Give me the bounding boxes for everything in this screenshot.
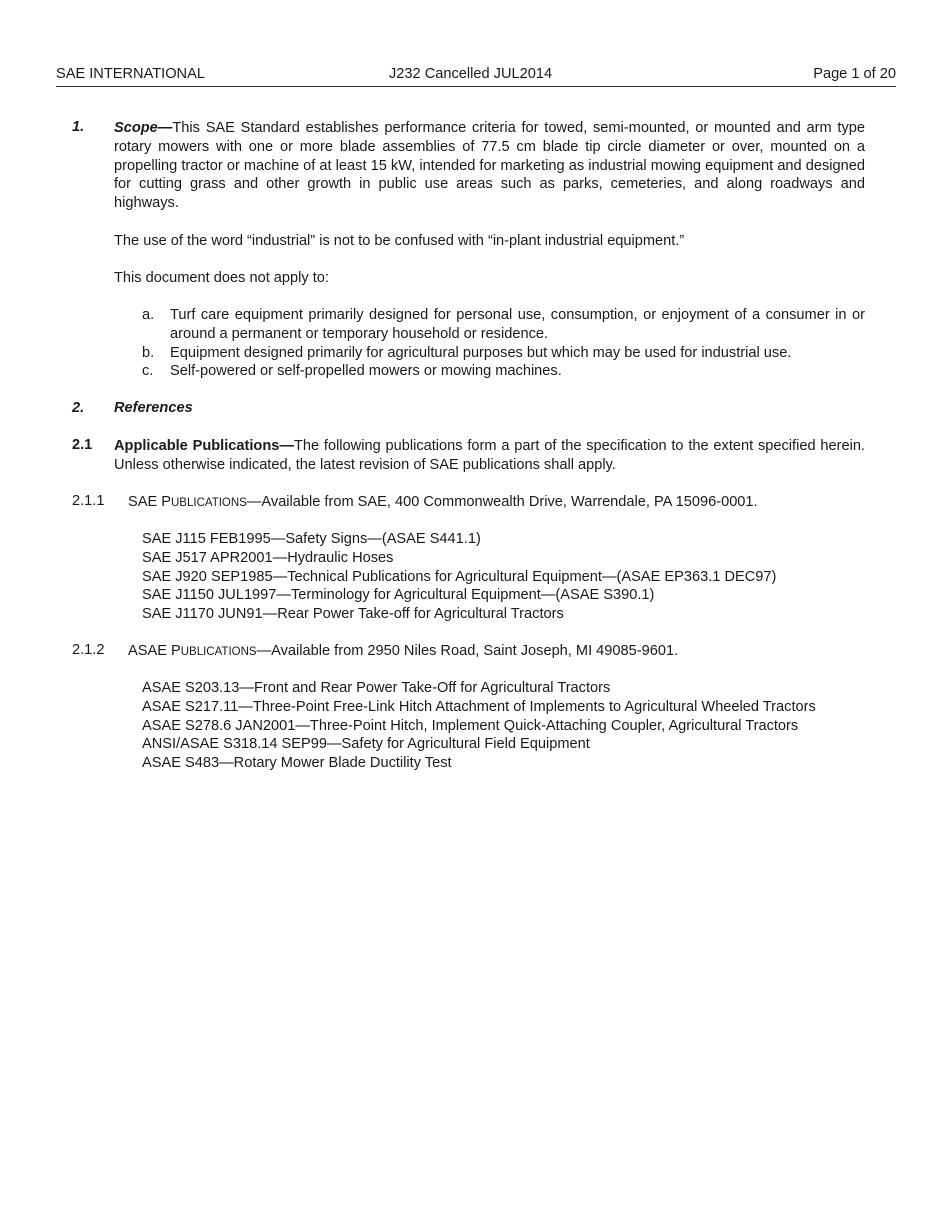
- list-item-text: Equipment designed primarily for agricultural purposes but which may be used for industrial use.: [170, 344, 792, 361]
- section-1-note: The use of the word “industrial” is not to be confused with “in-plant industrial equipment.”: [114, 233, 685, 249]
- list-item-letter: b.: [142, 344, 155, 361]
- list-item: [142, 344, 865, 363]
- section-2-1-1-number: 2.1.1: [72, 493, 105, 509]
- section-2-1-2-label-smallcaps: UBLICATIONS: [180, 646, 257, 658]
- page-header: [56, 66, 896, 87]
- section-1-intro: This document does not apply to:: [114, 270, 329, 286]
- section-2-1-2-text: —Available from 2950 Niles Road, Saint Joseph, MI 49085-9601.: [256, 643, 679, 659]
- reference-item: ANSI/ASAE S318.14 SEP99—Safety for Agricultural Field Equipment: [142, 736, 590, 753]
- list-item-letter: c.: [142, 363, 154, 380]
- section-2-1-1-text: —Available from SAE, 400 Commonwealth Drive, Warrendale, PA 15096-0001.: [246, 494, 758, 510]
- section-2-1-2-label-prefix: ASAE P: [128, 643, 181, 659]
- reference-item: ASAE S278.6 JAN2001—Three-Point Hitch, Implement Quick-Attaching Coupler, Agricultural Tractors: [142, 717, 799, 734]
- section-1-number: 1.: [72, 119, 85, 135]
- section-2-title: References: [114, 400, 193, 416]
- section-2-1-number: 2.1: [72, 437, 93, 453]
- section-2-1-1-label-smallcaps: UBLICATIONS: [171, 497, 247, 509]
- section-2-1-text: The following publications form a part of the specification to the extent specified herein. Unless otherwise indicated, the latest revision of SAE publications shall apply.: [114, 438, 865, 473]
- section-2-1-2-number: 2.1.2: [72, 642, 105, 658]
- reference-item: SAE J115 FEB1995—Safety Signs—(ASAE S441.1): [142, 531, 481, 547]
- header-page-number: Page 1 of 20: [813, 66, 896, 82]
- list-item-text: Turf care equipment primarily designed for personal use, consumption, or enjoyment of a consumer in or around a permanent or temporary household or residence.: [170, 307, 865, 342]
- section-2-1-2-heading: [128, 642, 678, 662]
- reference-item: SAE J1170 JUN91—Rear Power Take-off for Agricultural Tractors: [142, 606, 564, 623]
- asae-reference-list: [142, 679, 816, 773]
- list-item: [142, 306, 865, 344]
- section-1-text: This SAE Standard establishes performance criteria for towed, semi-mounted, or mounted and arm type rotary mowers with one or more blade assemblies of 77.5 cm blade tip circle diameter or over, mounted on a propelling tractor or machine of at least 15 kW, intended for marketing as industrial mowing equipment and designed for cutting grass and other growth in public use areas such as parks, cemeteries, and along roadways and highways.: [114, 120, 865, 212]
- section-2-1-1-label-prefix: SAE P: [128, 494, 171, 510]
- header-organization: SAE INTERNATIONAL: [56, 66, 205, 82]
- list-item-letter: a.: [142, 307, 155, 323]
- header-document-id: J232 Cancelled JUL2014: [389, 66, 553, 82]
- reference-item: SAE J920 SEP1985—Technical Publications for Agricultural Equipment—(ASAE EP363.1 DEC97): [142, 568, 777, 585]
- section-1-scope-paragraph: [114, 119, 865, 213]
- section-2-number: 2.: [72, 400, 85, 416]
- section-2-1-title: Applicable Publications—: [114, 438, 294, 454]
- reference-item: ASAE S483—Rotary Mower Blade Ductility Test: [142, 755, 452, 772]
- section-2-1-paragraph: [114, 437, 865, 475]
- reference-item: SAE J517 APR2001—Hydraulic Hoses: [142, 549, 394, 566]
- list-item: [142, 362, 865, 381]
- exclusion-list: [142, 306, 865, 381]
- list-item-text: Self-powered or self-propelled mowers or mowing machines.: [170, 363, 562, 380]
- section-2-1-1-heading: [128, 493, 758, 513]
- reference-item: SAE J1150 JUL1997—Terminology for Agricultural Equipment—(ASAE S390.1): [142, 587, 655, 604]
- section-1-title: Scope—: [114, 120, 173, 136]
- sae-reference-list: [142, 530, 776, 624]
- reference-item: ASAE S217.11—Three-Point Free-Link Hitch Attachment of Implements to Agricultural Wheeled Tractors: [142, 698, 816, 715]
- reference-item: ASAE S203.13—Front and Rear Power Take-Off for Agricultural Tractors: [142, 680, 611, 696]
